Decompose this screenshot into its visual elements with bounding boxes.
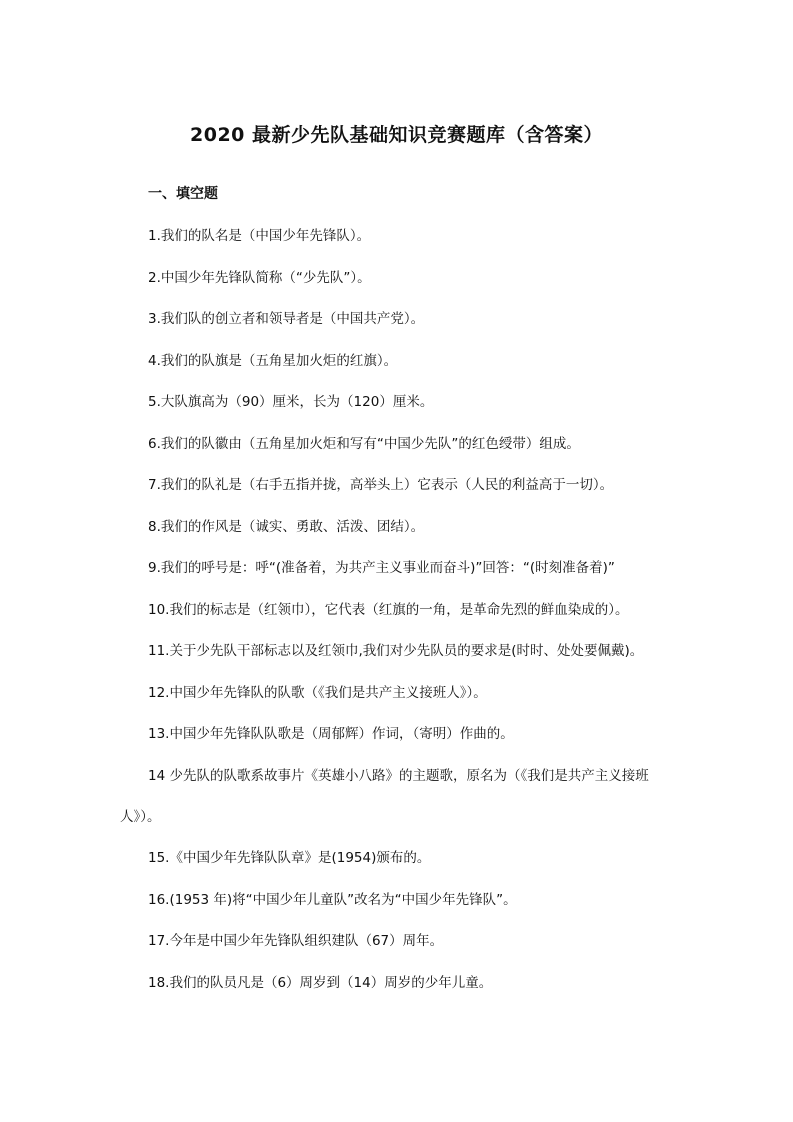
question-item: 2.中国少年先锋队简称（“少先队”）。	[148, 269, 371, 286]
question-item: 12.中国少年先锋队的队歌（《我们是共产主义接班人》）。	[148, 684, 487, 701]
question-item: 7.我们的队礼是（右手五指并拢，高举头上）它表示（人民的利益高于一切）。	[148, 477, 614, 493]
question-item: 8.我们的作风是（诚实、勇敢、活泼、团结）。	[148, 518, 425, 535]
question-item: 13.中国少年先锋队队歌是（周郁辉）作词，（寄明）作曲的。	[148, 726, 514, 742]
question-item: 16.(1953 年)将“中国少年儿童队”改名为“中国少年先锋队”。	[148, 891, 517, 908]
question-item-line: 14 少先队的队歌系故事片《英雄小八路》的主题歌，原名为（《我们是共产主义接班	[148, 767, 649, 784]
question-item: 17.今年是中国少年先锋队组织建队（67）周年。	[148, 933, 444, 949]
question-item: 3.我们队的创立者和领导者是（中国共产党）。	[148, 311, 425, 327]
question-item: 6.我们的队徽由（五角星加火炬和写有“中国少先队”的红色绶带）组成。	[148, 435, 580, 452]
section-heading-fill-in-blank: 一、填空题	[148, 186, 218, 202]
question-list	[120, 225, 680, 1013]
question-item: 11.关于少先队干部标志以及红领巾,我们对少先队员的要求是(时时、处处要佩戴)。	[148, 643, 644, 659]
question-item: 10.我们的标志是（红领巾），它代表（红旗的一角，是革命先烈的鲜血染成的）。	[148, 601, 629, 618]
question-item	[120, 765, 680, 828]
question-item: 5.大队旗高为（90）厘米，长为（120）厘米。	[148, 394, 434, 410]
document-title: 2020 最新少先队基础知识竞赛题库（含答案）	[190, 124, 603, 146]
question-item: 4.我们的队旗是（五角星加火炬的红旗）。	[148, 352, 398, 369]
question-item: 18.我们的队员凡是（6）周岁到（14）周岁的少年儿童。	[148, 974, 493, 991]
question-item: 1.我们的队名是（中国少年先锋队）。	[148, 228, 371, 244]
question-item: 15.《中国少年先锋队队章》是(1954)颁布的。	[148, 850, 431, 866]
question-item-continuation: 人》）。	[120, 808, 161, 825]
question-item: 9.我们的呼号是：呼“(准备着，为共产主义事业而奋斗)”回答：“(时刻准备着)”	[148, 560, 615, 576]
